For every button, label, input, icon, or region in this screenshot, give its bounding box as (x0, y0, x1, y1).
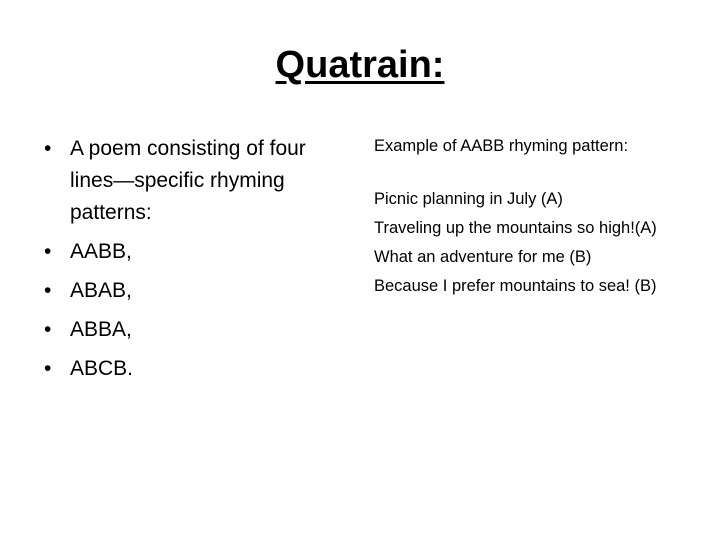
bullet-item: • AABB, (44, 236, 324, 268)
slide-title: Quatrain: (275, 44, 445, 86)
example-poem (374, 133, 674, 302)
bullet-icon: • (44, 318, 52, 341)
example-heading: Example of AABB rhyming pattern: (374, 137, 629, 155)
bullet-icon: • (44, 137, 52, 160)
bullet-item: • ABBA, (44, 314, 324, 346)
poem-line: Picnic planning in July (A) (374, 190, 563, 208)
poem-line: Because I prefer mountains to sea! (B) (374, 277, 657, 295)
poem-line: What an adventure for me (B) (374, 248, 592, 266)
bullet-item: • ABAB, (44, 275, 324, 307)
bullet-icon: • (44, 240, 52, 263)
bullet-item: • A poem consisting of four lines—specific rhyming patterns: (44, 133, 324, 229)
definition-bullet-list (44, 133, 324, 392)
poem-line: Traveling up the mountains so high!(A) (374, 219, 657, 237)
bullet-icon: • (44, 279, 52, 302)
bullet-item: • ABCB. (44, 353, 324, 385)
bullet-icon: • (44, 357, 52, 380)
